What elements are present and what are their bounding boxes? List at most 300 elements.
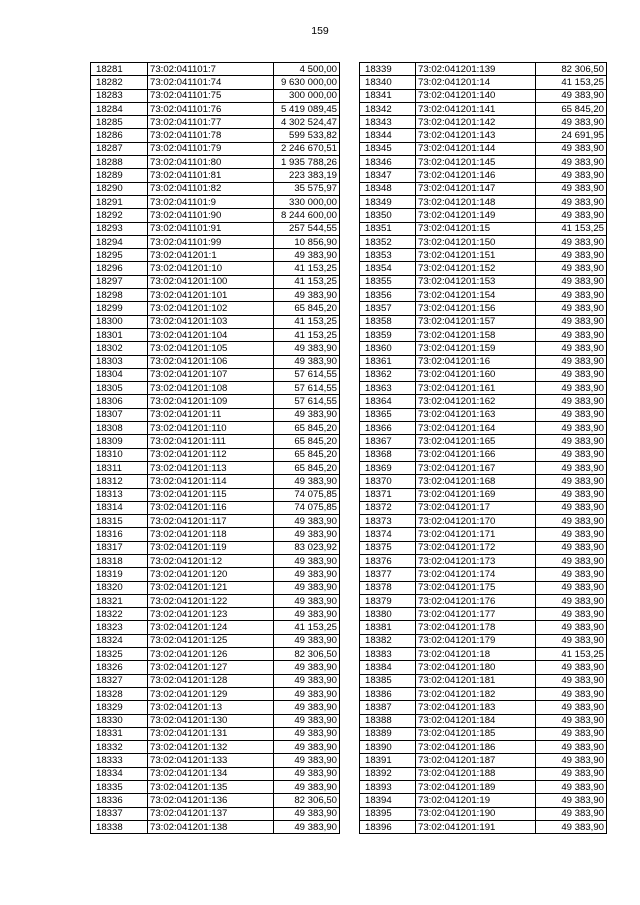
table-row xyxy=(91,661,340,674)
row-number-cell: 18294 xyxy=(91,235,148,248)
value-cell: 41 153,25 xyxy=(274,328,340,341)
row-number-cell: 18324 xyxy=(91,634,148,647)
table-row xyxy=(360,714,607,727)
cadastral-number-cell: 73:02:041201:179 xyxy=(416,634,536,647)
table-row xyxy=(360,741,607,754)
value-cell: 49 383,90 xyxy=(536,368,607,381)
table-row xyxy=(91,395,340,408)
cadastral-number-cell: 73:02:041201:180 xyxy=(416,661,536,674)
table-row xyxy=(91,195,340,208)
cadastral-number-cell: 73:02:041201:126 xyxy=(148,648,274,661)
row-number-cell: 18391 xyxy=(360,754,416,767)
table-row xyxy=(360,169,607,182)
cadastral-number-cell: 73:02:041201:114 xyxy=(148,475,274,488)
cadastral-number-cell: 73:02:041201:161 xyxy=(416,382,536,395)
table-row xyxy=(360,634,607,647)
row-number-cell: 18305 xyxy=(91,382,148,395)
table-row xyxy=(91,568,340,581)
row-number-cell: 18309 xyxy=(91,435,148,448)
row-number-cell: 18373 xyxy=(360,515,416,528)
table-row xyxy=(91,235,340,248)
row-number-cell: 18346 xyxy=(360,156,416,169)
table-row xyxy=(360,661,607,674)
value-cell: 599 533,82 xyxy=(274,129,340,142)
value-cell: 49 383,90 xyxy=(536,701,607,714)
table-row xyxy=(360,422,607,435)
cadastral-number-cell: 73:02:041201:105 xyxy=(148,342,274,355)
value-cell: 49 383,90 xyxy=(536,741,607,754)
cadastral-number-cell: 73:02:041201:137 xyxy=(148,807,274,820)
row-number-cell: 18307 xyxy=(91,408,148,421)
value-cell: 49 383,90 xyxy=(274,408,340,421)
row-number-cell: 18316 xyxy=(91,528,148,541)
value-cell: 49 383,90 xyxy=(536,249,607,262)
cadastral-number-cell: 73:02:041201:168 xyxy=(416,475,536,488)
value-cell: 82 306,50 xyxy=(274,648,340,661)
value-cell: 49 383,90 xyxy=(536,594,607,607)
cadastral-number-cell: 73:02:041201:151 xyxy=(416,249,536,262)
table-row xyxy=(91,209,340,222)
value-cell: 49 383,90 xyxy=(536,422,607,435)
row-number-cell: 18363 xyxy=(360,382,416,395)
value-cell: 49 383,90 xyxy=(274,342,340,355)
table-row xyxy=(91,687,340,700)
table-row xyxy=(91,674,340,687)
cadastral-number-cell: 73:02:041101:75 xyxy=(148,89,274,102)
value-cell: 49 383,90 xyxy=(536,275,607,288)
cadastral-number-cell: 73:02:041201:15 xyxy=(416,222,536,235)
cadastral-number-cell: 73:02:041201:115 xyxy=(148,488,274,501)
cadastral-number-cell: 73:02:041201:163 xyxy=(416,408,536,421)
cadastral-number-cell: 73:02:041201:134 xyxy=(148,767,274,780)
cadastral-number-cell: 73:02:041201:100 xyxy=(148,275,274,288)
cadastral-number-cell: 73:02:041201:107 xyxy=(148,368,274,381)
value-cell: 49 383,90 xyxy=(274,714,340,727)
cadastral-number-cell: 73:02:041201:158 xyxy=(416,328,536,341)
row-number-cell: 18377 xyxy=(360,568,416,581)
table-row xyxy=(91,382,340,395)
value-cell: 49 383,90 xyxy=(274,608,340,621)
value-cell: 65 845,20 xyxy=(274,448,340,461)
cadastral-number-cell: 73:02:041101:74 xyxy=(148,76,274,89)
cadastral-number-cell: 73:02:041201:12 xyxy=(148,554,274,567)
table-row xyxy=(91,515,340,528)
table-row xyxy=(360,448,607,461)
cadastral-number-cell: 73:02:041201:142 xyxy=(416,116,536,129)
row-number-cell: 18376 xyxy=(360,554,416,567)
row-number-cell: 18385 xyxy=(360,674,416,687)
cadastral-number-cell: 73:02:041201:171 xyxy=(416,528,536,541)
cadastral-number-cell: 73:02:041201:183 xyxy=(416,701,536,714)
cadastral-number-cell: 73:02:041101:90 xyxy=(148,209,274,222)
cadastral-number-cell: 73:02:041201:157 xyxy=(416,315,536,328)
table-row xyxy=(360,235,607,248)
row-number-cell: 18283 xyxy=(91,89,148,102)
cadastral-number-cell: 73:02:041201:118 xyxy=(148,528,274,541)
value-cell: 41 153,25 xyxy=(274,275,340,288)
table-row xyxy=(91,820,340,833)
cadastral-number-cell: 73:02:041201:166 xyxy=(416,448,536,461)
value-cell: 49 383,90 xyxy=(536,169,607,182)
cadastral-number-cell: 73:02:041201:169 xyxy=(416,488,536,501)
value-cell: 41 153,25 xyxy=(274,315,340,328)
cadastral-number-cell: 73:02:041101:80 xyxy=(148,156,274,169)
row-number-cell: 18354 xyxy=(360,262,416,275)
row-number-cell: 18339 xyxy=(360,63,416,76)
row-number-cell: 18318 xyxy=(91,554,148,567)
table-row xyxy=(360,368,607,381)
value-cell: 41 153,25 xyxy=(274,262,340,275)
row-number-cell: 18380 xyxy=(360,608,416,621)
row-number-cell: 18389 xyxy=(360,727,416,740)
value-cell: 57 614,55 xyxy=(274,395,340,408)
value-cell: 57 614,55 xyxy=(274,368,340,381)
value-cell: 49 383,90 xyxy=(274,249,340,262)
row-number-cell: 18329 xyxy=(91,701,148,714)
value-cell: 83 023,92 xyxy=(274,541,340,554)
row-number-cell: 18281 xyxy=(91,63,148,76)
row-number-cell: 18366 xyxy=(360,422,416,435)
table-row xyxy=(91,488,340,501)
cadastral-number-cell: 73:02:041201:175 xyxy=(416,581,536,594)
cadastral-number-cell: 73:02:041201:111 xyxy=(148,435,274,448)
value-cell: 49 383,90 xyxy=(536,727,607,740)
value-cell: 49 383,90 xyxy=(274,594,340,607)
value-cell: 74 075,85 xyxy=(274,501,340,514)
value-cell: 49 383,90 xyxy=(536,475,607,488)
value-cell: 24 691,95 xyxy=(536,129,607,142)
cadastral-number-cell: 73:02:041201:135 xyxy=(148,781,274,794)
table-row xyxy=(360,488,607,501)
cadastral-number-cell: 73:02:041201:173 xyxy=(416,554,536,567)
table-row xyxy=(360,794,607,807)
value-cell: 49 383,90 xyxy=(536,621,607,634)
value-cell: 49 383,90 xyxy=(274,568,340,581)
row-number-cell: 18358 xyxy=(360,315,416,328)
cadastral-number-cell: 73:02:041101:99 xyxy=(148,235,274,248)
row-number-cell: 18337 xyxy=(91,807,148,820)
table-row xyxy=(91,182,340,195)
row-number-cell: 18295 xyxy=(91,249,148,262)
row-number-cell: 18374 xyxy=(360,528,416,541)
value-cell: 10 856,90 xyxy=(274,235,340,248)
row-number-cell: 18356 xyxy=(360,289,416,302)
row-number-cell: 18396 xyxy=(360,820,416,833)
row-number-cell: 18341 xyxy=(360,89,416,102)
cadastral-number-cell: 73:02:041201:122 xyxy=(148,594,274,607)
value-cell: 49 383,90 xyxy=(536,116,607,129)
cadastral-number-cell: 73:02:041201:16 xyxy=(416,355,536,368)
cadastral-number-cell: 73:02:041201:138 xyxy=(148,820,274,833)
row-number-cell: 18332 xyxy=(91,741,148,754)
value-cell: 49 383,90 xyxy=(274,515,340,528)
table-body-left xyxy=(91,63,340,834)
table-row xyxy=(360,182,607,195)
table-row xyxy=(91,302,340,315)
cadastral-number-cell: 73:02:041201:106 xyxy=(148,355,274,368)
cadastral-number-cell: 73:02:041201:18 xyxy=(416,648,536,661)
cadastral-number-cell: 73:02:041101:81 xyxy=(148,169,274,182)
row-number-cell: 18291 xyxy=(91,195,148,208)
table-row xyxy=(91,63,340,76)
table-row xyxy=(360,475,607,488)
row-number-cell: 18384 xyxy=(360,661,416,674)
cadastral-number-cell: 73:02:041201:113 xyxy=(148,461,274,474)
cadastral-number-cell: 73:02:041201:188 xyxy=(416,767,536,780)
value-cell: 49 383,90 xyxy=(274,581,340,594)
row-number-cell: 18312 xyxy=(91,475,148,488)
table-row xyxy=(360,222,607,235)
value-cell: 41 153,25 xyxy=(536,222,607,235)
row-number-cell: 18334 xyxy=(91,767,148,780)
table-row xyxy=(360,355,607,368)
row-number-cell: 18301 xyxy=(91,328,148,341)
table-row xyxy=(360,382,607,395)
cadastral-number-cell: 73:02:041201:124 xyxy=(148,621,274,634)
cadastral-number-cell: 73:02:041201:14 xyxy=(416,76,536,89)
table-row xyxy=(91,714,340,727)
row-number-cell: 18284 xyxy=(91,102,148,115)
table-row xyxy=(91,328,340,341)
table-row xyxy=(91,222,340,235)
row-number-cell: 18327 xyxy=(91,674,148,687)
value-cell: 49 383,90 xyxy=(536,515,607,528)
table-row xyxy=(360,701,607,714)
table-row xyxy=(91,262,340,275)
cadastral-number-cell: 73:02:041201:177 xyxy=(416,608,536,621)
cadastral-number-cell: 73:02:041201:101 xyxy=(148,289,274,302)
row-number-cell: 18352 xyxy=(360,235,416,248)
value-cell: 49 383,90 xyxy=(536,342,607,355)
cadastral-number-cell: 73:02:041201:181 xyxy=(416,674,536,687)
table-row xyxy=(91,448,340,461)
value-cell: 49 383,90 xyxy=(274,781,340,794)
cadastral-number-cell: 73:02:041201:162 xyxy=(416,395,536,408)
cadastral-number-cell: 73:02:041201:147 xyxy=(416,182,536,195)
value-cell: 1 935 788,26 xyxy=(274,156,340,169)
value-cell: 49 383,90 xyxy=(536,674,607,687)
value-cell: 2 246 670,51 xyxy=(274,142,340,155)
cadastral-number-cell: 73:02:041201:136 xyxy=(148,794,274,807)
table-row xyxy=(91,634,340,647)
table-row xyxy=(91,156,340,169)
cadastral-number-cell: 73:02:041101:7 xyxy=(148,63,274,76)
table-row xyxy=(360,528,607,541)
table-row xyxy=(91,554,340,567)
value-cell: 49 383,90 xyxy=(536,501,607,514)
table-row xyxy=(360,435,607,448)
value-cell: 49 383,90 xyxy=(536,408,607,421)
value-cell: 49 383,90 xyxy=(274,634,340,647)
table-row xyxy=(360,754,607,767)
row-number-cell: 18364 xyxy=(360,395,416,408)
cadastral-number-cell: 73:02:041201:131 xyxy=(148,727,274,740)
cadastral-number-cell: 73:02:041101:82 xyxy=(148,182,274,195)
row-number-cell: 18361 xyxy=(360,355,416,368)
row-number-cell: 18362 xyxy=(360,368,416,381)
row-number-cell: 18379 xyxy=(360,594,416,607)
table-row xyxy=(91,608,340,621)
row-number-cell: 18336 xyxy=(91,794,148,807)
row-number-cell: 18370 xyxy=(360,475,416,488)
table-row xyxy=(360,156,607,169)
cadastral-number-cell: 73:02:041201:176 xyxy=(416,594,536,607)
cadastral-number-cell: 73:02:041201:104 xyxy=(148,328,274,341)
cadastral-number-cell: 73:02:041201:144 xyxy=(416,142,536,155)
cadastral-number-cell: 73:02:041101:79 xyxy=(148,142,274,155)
value-cell: 330 000,00 xyxy=(274,195,340,208)
value-cell: 49 383,90 xyxy=(274,727,340,740)
value-cell: 49 383,90 xyxy=(536,687,607,700)
value-cell: 49 383,90 xyxy=(274,767,340,780)
value-cell: 49 383,90 xyxy=(536,289,607,302)
table-row xyxy=(360,262,607,275)
row-number-cell: 18351 xyxy=(360,222,416,235)
row-number-cell: 18282 xyxy=(91,76,148,89)
row-number-cell: 18387 xyxy=(360,701,416,714)
cadastral-number-cell: 73:02:041201:170 xyxy=(416,515,536,528)
cadastral-number-cell: 73:02:041201:190 xyxy=(416,807,536,820)
table-row xyxy=(91,275,340,288)
value-cell: 49 383,90 xyxy=(536,435,607,448)
row-number-cell: 18343 xyxy=(360,116,416,129)
table-row xyxy=(360,554,607,567)
value-cell: 74 075,85 xyxy=(274,488,340,501)
cadastral-number-cell: 73:02:041201:119 xyxy=(148,541,274,554)
row-number-cell: 18338 xyxy=(91,820,148,833)
value-cell: 49 383,90 xyxy=(536,302,607,315)
row-number-cell: 18288 xyxy=(91,156,148,169)
value-cell: 49 383,90 xyxy=(536,195,607,208)
value-cell: 49 383,90 xyxy=(536,448,607,461)
cadastral-number-cell: 73:02:041201:143 xyxy=(416,129,536,142)
value-cell: 49 383,90 xyxy=(536,488,607,501)
table-row xyxy=(360,315,607,328)
value-cell: 300 000,00 xyxy=(274,89,340,102)
value-cell: 8 244 600,00 xyxy=(274,209,340,222)
table-row xyxy=(360,76,607,89)
row-number-cell: 18303 xyxy=(91,355,148,368)
row-number-cell: 18304 xyxy=(91,368,148,381)
table-row xyxy=(360,515,607,528)
cadastral-number-cell: 73:02:041201:109 xyxy=(148,395,274,408)
cadastral-number-cell: 73:02:041201:133 xyxy=(148,754,274,767)
table-row xyxy=(360,89,607,102)
row-number-cell: 18299 xyxy=(91,302,148,315)
value-cell: 223 383,19 xyxy=(274,169,340,182)
value-cell: 65 845,20 xyxy=(274,435,340,448)
value-cell: 49 383,90 xyxy=(536,781,607,794)
table-row xyxy=(360,195,607,208)
row-number-cell: 18321 xyxy=(91,594,148,607)
cadastral-number-cell: 73:02:041201:17 xyxy=(416,501,536,514)
row-number-cell: 18314 xyxy=(91,501,148,514)
value-cell: 49 383,90 xyxy=(536,461,607,474)
table-row xyxy=(360,541,607,554)
row-number-cell: 18287 xyxy=(91,142,148,155)
table-row xyxy=(360,102,607,115)
row-number-cell: 18357 xyxy=(360,302,416,315)
cadastral-number-cell: 73:02:041201:159 xyxy=(416,342,536,355)
table-row xyxy=(91,528,340,541)
table-row xyxy=(360,648,607,661)
table-row xyxy=(91,767,340,780)
table-row xyxy=(91,541,340,554)
cadastral-number-cell: 73:02:041201:172 xyxy=(416,541,536,554)
table-row xyxy=(360,781,607,794)
cadastral-number-cell: 73:02:041201:146 xyxy=(416,169,536,182)
cadastral-number-cell: 73:02:041201:116 xyxy=(148,501,274,514)
value-cell: 49 383,90 xyxy=(536,382,607,395)
cadastral-number-cell: 73:02:041201:150 xyxy=(416,235,536,248)
cadastral-number-cell: 73:02:041201:164 xyxy=(416,422,536,435)
row-number-cell: 18375 xyxy=(360,541,416,554)
row-number-cell: 18300 xyxy=(91,315,148,328)
table-row xyxy=(91,794,340,807)
row-number-cell: 18372 xyxy=(360,501,416,514)
cadastral-number-cell: 73:02:041201:13 xyxy=(148,701,274,714)
value-cell: 49 383,90 xyxy=(536,235,607,248)
table-row xyxy=(360,461,607,474)
value-cell: 9 630 000,00 xyxy=(274,76,340,89)
table-row xyxy=(360,116,607,129)
row-number-cell: 18302 xyxy=(91,342,148,355)
row-number-cell: 18342 xyxy=(360,102,416,115)
table-row xyxy=(91,249,340,262)
row-number-cell: 18395 xyxy=(360,807,416,820)
value-cell: 49 383,90 xyxy=(274,355,340,368)
value-cell: 257 544,55 xyxy=(274,222,340,235)
value-cell: 49 383,90 xyxy=(536,714,607,727)
cadastre-table-left xyxy=(90,62,340,834)
row-number-cell: 18298 xyxy=(91,289,148,302)
table-row xyxy=(91,781,340,794)
row-number-cell: 18317 xyxy=(91,541,148,554)
cadastral-number-cell: 73:02:041201:152 xyxy=(416,262,536,275)
row-number-cell: 18306 xyxy=(91,395,148,408)
value-cell: 41 153,25 xyxy=(536,76,607,89)
table-row xyxy=(360,408,607,421)
value-cell: 49 383,90 xyxy=(536,89,607,102)
value-cell: 49 383,90 xyxy=(536,355,607,368)
row-number-cell: 18371 xyxy=(360,488,416,501)
table-row xyxy=(91,727,340,740)
cadastral-number-cell: 73:02:041201:160 xyxy=(416,368,536,381)
table-body-right xyxy=(360,63,607,834)
row-number-cell: 18365 xyxy=(360,408,416,421)
row-number-cell: 18330 xyxy=(91,714,148,727)
table-row xyxy=(91,501,340,514)
row-number-cell: 18349 xyxy=(360,195,416,208)
value-cell: 41 153,25 xyxy=(274,621,340,634)
cadastral-number-cell: 73:02:041201:139 xyxy=(416,63,536,76)
table-row xyxy=(91,342,340,355)
row-number-cell: 18325 xyxy=(91,648,148,661)
table-row xyxy=(360,687,607,700)
cadastral-number-cell: 73:02:041201:182 xyxy=(416,687,536,700)
cadastral-number-cell: 73:02:041201:120 xyxy=(148,568,274,581)
row-number-cell: 18347 xyxy=(360,169,416,182)
row-number-cell: 18393 xyxy=(360,781,416,794)
row-number-cell: 18348 xyxy=(360,182,416,195)
value-cell: 49 383,90 xyxy=(536,807,607,820)
table-row xyxy=(360,608,607,621)
cadastral-number-cell: 73:02:041201:149 xyxy=(416,209,536,222)
cadastral-number-cell: 73:02:041101:77 xyxy=(148,116,274,129)
cadastral-number-cell: 73:02:041201:19 xyxy=(416,794,536,807)
value-cell: 49 383,90 xyxy=(274,820,340,833)
page-number: 159 xyxy=(311,25,329,37)
